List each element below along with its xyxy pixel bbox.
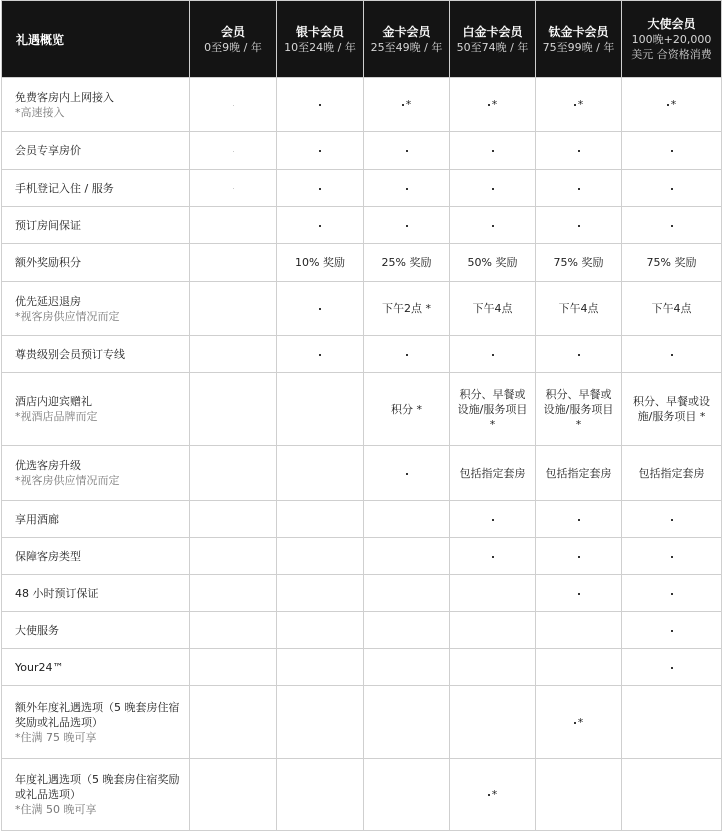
tier-name: 大使会员 — [647, 17, 696, 31]
included-dot-icon — [574, 104, 576, 106]
table-row — [2, 446, 722, 501]
benefit-value-cell — [364, 132, 450, 170]
benefit-value-cell — [622, 207, 722, 244]
included-dot-icon — [671, 225, 673, 227]
benefit-label: 优选客房升级 — [15, 459, 81, 472]
benefit-label: Your24™ — [15, 660, 64, 674]
included-dot-icon — [488, 794, 490, 796]
benefit-value-cell — [364, 649, 450, 686]
benefit-label: 酒店内迎宾赠礼 — [15, 395, 92, 408]
table-row — [2, 207, 722, 244]
included-dot-icon — [319, 354, 321, 356]
benefit-value: 包括指定套房 — [450, 446, 536, 501]
benefit-label: 额外年度礼遇选项（5 晚套房住宿奖励或礼品选项） — [15, 700, 180, 729]
included-dot-icon — [233, 105, 234, 106]
benefit-label: 48 小时预订保证 — [15, 586, 99, 600]
included-dot-icon — [406, 354, 408, 356]
included-dot-icon — [319, 150, 321, 152]
benefit-value-cell — [190, 686, 277, 759]
benefit-value-cell — [536, 501, 622, 538]
benefit-value-cell — [450, 207, 536, 244]
benefit-value-cell — [277, 612, 364, 649]
benefit-label: 预订房间保证 — [15, 218, 81, 232]
included-dot-icon — [578, 593, 580, 595]
benefit-label-cell — [2, 446, 190, 501]
footnote-asterisk: * — [491, 98, 498, 111]
tier-header-member — [190, 1, 277, 78]
benefit-value-cell — [450, 759, 536, 831]
footnote-asterisk: * — [577, 715, 584, 729]
tier-range: 0至9晚 / 年 — [204, 40, 262, 54]
benefit-label: 年度礼遇选项（5 晚套房住宿奖励或礼品选项） — [15, 773, 180, 801]
included-dot-icon — [406, 225, 408, 227]
included-dot-icon — [492, 354, 494, 356]
included-dot-icon — [671, 150, 673, 152]
benefit-value-cell — [622, 336, 722, 373]
included-dot-icon — [578, 556, 580, 558]
benefit-value-cell — [364, 686, 450, 759]
table-row — [2, 170, 722, 207]
benefit-value-cell — [450, 686, 536, 759]
benefit-value-cell — [277, 446, 364, 501]
benefit-value-cell — [450, 538, 536, 575]
table-row — [2, 132, 722, 170]
benefit-value-cell — [364, 170, 450, 207]
benefit-label: 优先延迟退房 — [15, 294, 81, 308]
tier-header-gold — [364, 1, 450, 78]
benefit-value-cell — [190, 649, 277, 686]
table-row — [2, 759, 722, 831]
included-dot-icon — [492, 150, 494, 152]
benefit-label-cell — [2, 336, 190, 373]
benefit-label-cell — [2, 78, 190, 132]
footnote-asterisk: * — [577, 98, 584, 111]
benefit-label-cell — [2, 686, 190, 759]
tier-name: 白金卡会员 — [462, 24, 523, 39]
benefit-value-cell — [277, 501, 364, 538]
tier-name: 会员 — [220, 24, 245, 39]
benefit-value-cell — [190, 132, 277, 170]
benefit-value-cell — [622, 686, 722, 759]
benefit-value: 75% 奖励 — [622, 244, 722, 282]
benefit-value-cell — [364, 612, 450, 649]
benefit-value-cell — [536, 336, 622, 373]
benefit-label-cell — [2, 373, 190, 446]
benefit-note: *高速接入 — [15, 105, 65, 119]
benefit-label-cell — [2, 170, 190, 207]
benefit-value-cell — [277, 282, 364, 336]
included-dot-icon — [671, 630, 673, 632]
benefit-label-cell — [2, 612, 190, 649]
benefit-value: 积分、早餐或设施/服务项目 * — [622, 373, 722, 446]
benefit-value-cell — [536, 686, 622, 759]
table-row — [2, 78, 722, 132]
benefit-value-cell — [622, 78, 722, 132]
benefit-value: 积分、早餐或设施/服务项目 * — [450, 373, 536, 446]
benefit-value-cell — [364, 446, 450, 501]
benefit-note: *视客房供应情况而定 — [15, 474, 120, 487]
benefit-value-cell — [364, 501, 450, 538]
benefit-value-cell — [277, 170, 364, 207]
included-dot-icon — [402, 104, 404, 106]
benefit-label-cell — [2, 575, 190, 612]
table-row — [2, 336, 722, 373]
benefit-value-cell — [277, 538, 364, 575]
benefit-value-cell — [277, 336, 364, 373]
benefit-value: 下午4点 — [536, 282, 622, 336]
benefit-value-cell — [450, 132, 536, 170]
footnote-asterisk: * — [405, 98, 412, 111]
benefit-value-cell — [277, 207, 364, 244]
benefit-value-cell — [364, 336, 450, 373]
benefit-value-cell — [190, 446, 277, 501]
benefit-label-cell — [2, 759, 190, 831]
included-dot-icon — [671, 519, 673, 521]
benefit-label-cell — [2, 282, 190, 336]
table-row — [2, 282, 722, 336]
benefit-label-cell — [2, 538, 190, 575]
included-dot-icon — [578, 188, 580, 190]
benefit-value-cell — [190, 336, 277, 373]
benefit-label: 会员专享房价 — [15, 144, 81, 157]
table-row — [2, 612, 722, 649]
benefit-label-cell — [2, 132, 190, 170]
included-dot-icon — [406, 188, 408, 190]
benefit-value: 积分、早餐或设施/服务项目 * — [536, 373, 622, 446]
benefits-table — [1, 0, 722, 831]
benefit-label: 额外奖励积分 — [15, 256, 81, 269]
benefit-value-cell — [536, 612, 622, 649]
benefit-value-cell — [277, 78, 364, 132]
benefit-label: 尊贵级别会员预订专线 — [15, 347, 125, 361]
benefit-value-cell — [277, 759, 364, 831]
tier-range: 75至99晚 / 年 — [542, 40, 615, 54]
tier-range: 10至24晚 / 年 — [284, 40, 356, 54]
table-row — [2, 501, 722, 538]
benefit-value: 下午2点 * — [364, 282, 450, 336]
benefit-value-cell — [450, 170, 536, 207]
table-row — [2, 373, 722, 446]
included-dot-icon — [671, 593, 673, 595]
included-dot-icon — [319, 308, 321, 310]
tier-name: 钛金卡会员 — [548, 24, 609, 39]
benefit-value-cell — [536, 78, 622, 132]
benefit-value-cell — [622, 538, 722, 575]
benefit-value-cell — [190, 78, 277, 132]
benefit-value-cell — [622, 649, 722, 686]
benefit-value-cell — [277, 649, 364, 686]
benefit-value-cell — [190, 207, 277, 244]
included-dot-icon — [319, 188, 321, 190]
included-dot-icon — [671, 354, 673, 356]
benefit-rows — [2, 78, 722, 831]
tier-range: 50至74晚 / 年 — [456, 40, 529, 54]
footnote-asterisk: * — [491, 788, 498, 801]
benefit-value-cell — [190, 373, 277, 446]
benefit-value: 25% 奖励 — [364, 244, 450, 282]
benefit-value-cell — [277, 686, 364, 759]
included-dot-icon — [492, 188, 494, 190]
benefit-value-cell — [622, 170, 722, 207]
included-dot-icon — [671, 188, 673, 190]
benefit-value: 包括指定套房 — [622, 446, 722, 501]
benefit-label-cell — [2, 649, 190, 686]
benefit-value-cell — [450, 78, 536, 132]
benefit-value-cell — [190, 538, 277, 575]
included-dot-icon — [671, 667, 673, 669]
benefit-label: 免费客房内上网接入 — [15, 90, 114, 104]
included-dot-icon — [492, 519, 494, 521]
benefit-label-cell — [2, 244, 190, 282]
benefit-value: 50% 奖励 — [450, 244, 536, 282]
included-dot-icon — [319, 104, 321, 106]
benefit-value-cell — [364, 538, 450, 575]
tier-header-ambassador — [622, 1, 722, 78]
table-row — [2, 575, 722, 612]
included-dot-icon — [319, 225, 321, 227]
benefit-value-cell — [190, 282, 277, 336]
benefit-value-cell — [364, 575, 450, 612]
benefit-value-cell — [450, 336, 536, 373]
tier-range: 100晚+20,000 美元 合资格消费 — [631, 33, 712, 61]
benefit-value-cell — [622, 501, 722, 538]
benefit-value: 下午4点 — [622, 282, 722, 336]
benefit-value-cell — [450, 501, 536, 538]
benefit-value-cell — [364, 207, 450, 244]
tier-header-silver — [277, 1, 364, 78]
benefit-value-cell — [622, 575, 722, 612]
included-dot-icon — [578, 354, 580, 356]
benefit-value-cell — [277, 575, 364, 612]
benefit-value-cell — [536, 538, 622, 575]
table-row — [2, 538, 722, 575]
benefit-value-cell — [536, 170, 622, 207]
benefit-value-cell — [622, 132, 722, 170]
benefit-value-cell — [536, 207, 622, 244]
included-dot-icon — [492, 225, 494, 227]
benefit-value-cell — [536, 132, 622, 170]
included-dot-icon — [671, 556, 673, 558]
benefit-value-cell — [450, 575, 536, 612]
benefit-value: 下午4点 — [450, 282, 536, 336]
table-row — [2, 244, 722, 282]
header-row — [2, 1, 722, 78]
included-dot-icon — [667, 104, 669, 106]
tier-name: 金卡会员 — [382, 24, 431, 39]
included-dot-icon — [492, 556, 494, 558]
benefit-label: 享用酒廊 — [15, 512, 59, 526]
benefit-value-cell — [277, 373, 364, 446]
benefit-value-cell — [190, 759, 277, 831]
benefit-value-cell — [536, 759, 622, 831]
benefit-value-cell — [190, 170, 277, 207]
included-dot-icon — [406, 150, 408, 152]
benefit-value-cell — [622, 759, 722, 831]
included-dot-icon — [233, 151, 234, 152]
benefit-label: 手机登记入住 / 服务 — [15, 181, 114, 195]
included-dot-icon — [574, 722, 576, 724]
benefit-value-cell — [190, 244, 277, 282]
benefit-value-cell — [450, 649, 536, 686]
footnote-asterisk: * — [670, 98, 677, 111]
table-row — [2, 649, 722, 686]
included-dot-icon — [578, 519, 580, 521]
benefit-note: *住满 75 晚可享 — [15, 730, 97, 744]
table-row — [2, 686, 722, 759]
benefit-value-cell — [364, 759, 450, 831]
benefit-value-cell — [190, 501, 277, 538]
tier-header-titanium — [536, 1, 622, 78]
benefit-note: *视客房供应情况而定 — [15, 309, 120, 323]
benefit-value: 包括指定套房 — [536, 446, 622, 501]
benefit-note: *视酒店品牌而定 — [15, 410, 98, 423]
benefit-value-cell — [536, 649, 622, 686]
tier-header-platinum — [450, 1, 536, 78]
benefit-value-cell — [364, 78, 450, 132]
benefit-value: 10% 奖励 — [277, 244, 364, 282]
benefit-label: 大使服务 — [15, 623, 59, 637]
benefit-value-cell — [190, 575, 277, 612]
benefit-label: 保障客房类型 — [15, 549, 81, 563]
benefit-label-cell — [2, 501, 190, 538]
benefit-value: 积分 * — [364, 373, 450, 446]
benefit-value-cell — [190, 612, 277, 649]
benefit-value-cell — [277, 132, 364, 170]
included-dot-icon — [406, 473, 408, 475]
benefit-value: 75% 奖励 — [536, 244, 622, 282]
included-dot-icon — [578, 150, 580, 152]
benefit-value-cell — [450, 612, 536, 649]
tier-name: 银卡会员 — [295, 24, 344, 39]
benefit-value-cell — [536, 575, 622, 612]
included-dot-icon — [578, 225, 580, 227]
tier-range: 25至49晚 / 年 — [370, 40, 443, 54]
overview-header: 礼遇概览 — [2, 1, 190, 78]
benefit-value-cell — [622, 612, 722, 649]
benefit-label-cell — [2, 207, 190, 244]
benefit-note: *住满 50 晚可享 — [15, 803, 97, 816]
included-dot-icon — [488, 104, 490, 106]
included-dot-icon — [233, 188, 234, 189]
